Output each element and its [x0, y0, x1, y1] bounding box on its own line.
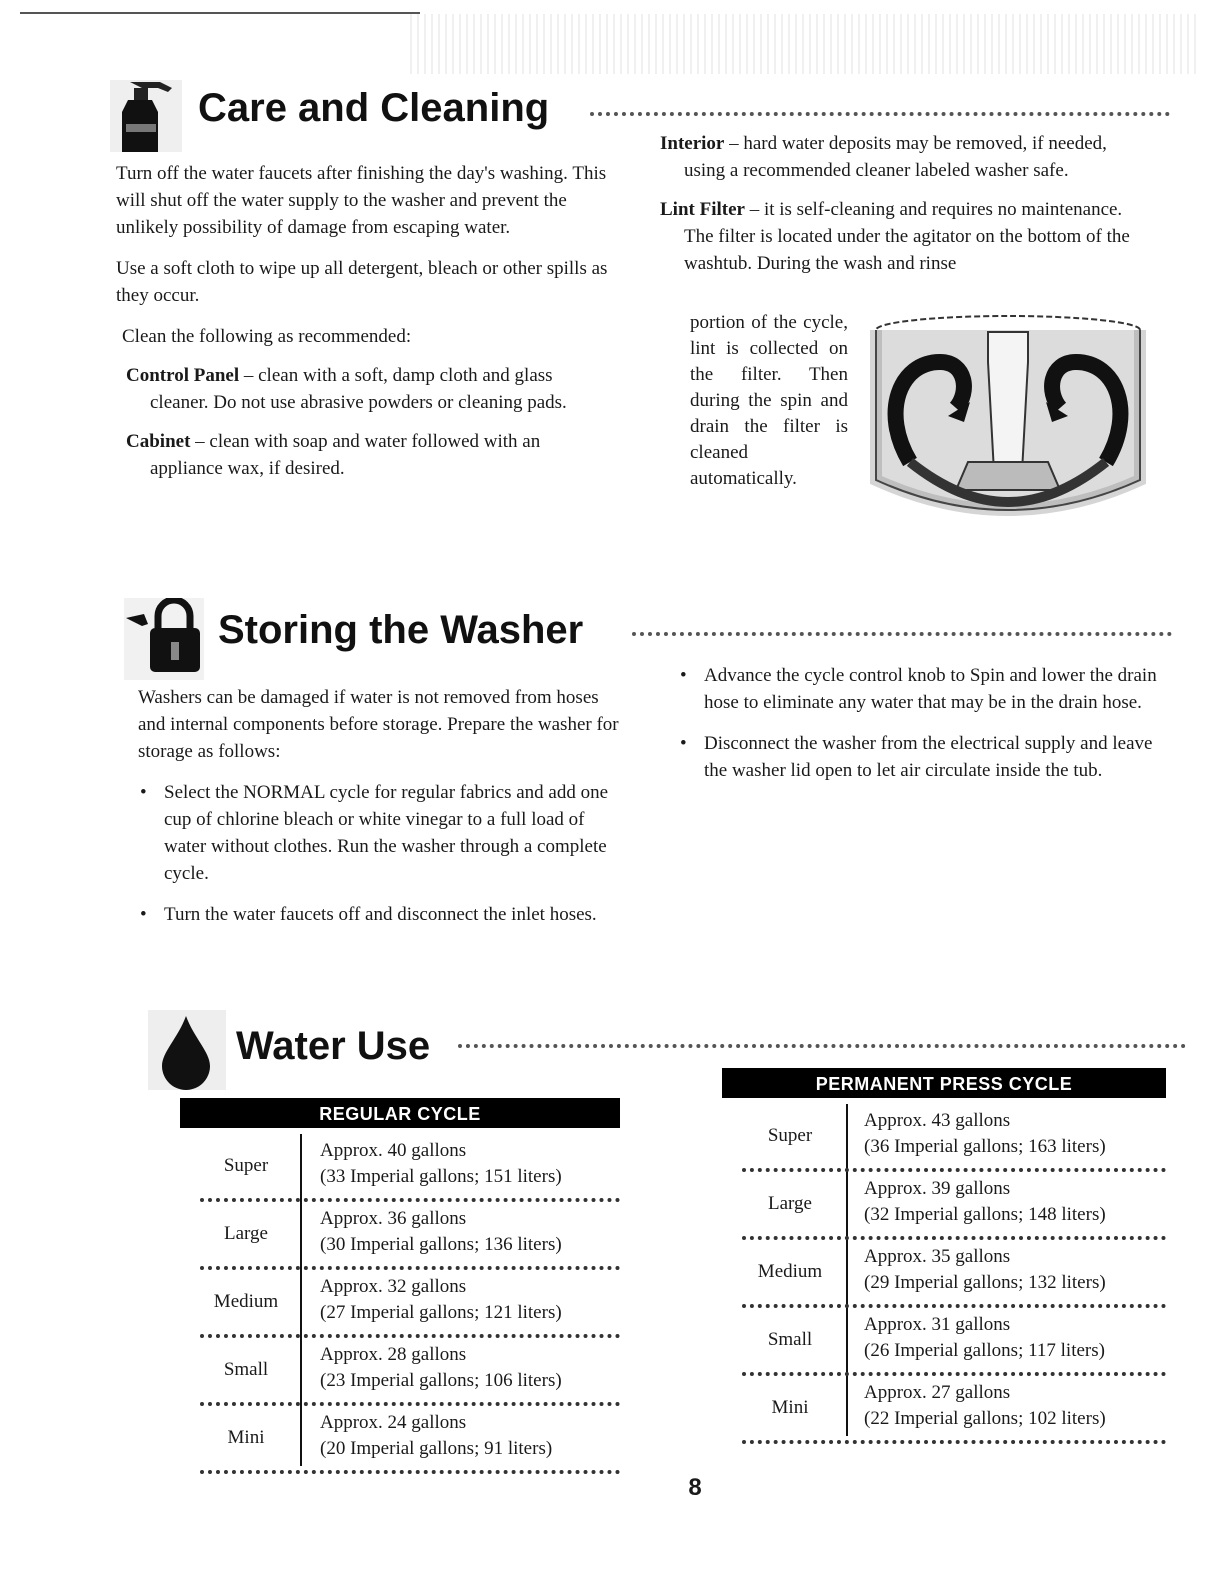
row-gallons: Approx. 43 gallons	[864, 1110, 1011, 1131]
care-item-term: Cabinet	[126, 431, 191, 452]
storing-title: Storing the Washer	[218, 608, 584, 652]
table-row	[200, 1134, 620, 1202]
care-para-3: Clean the following as recommended:	[122, 326, 412, 347]
care-item-term: Lint Filter	[660, 199, 745, 220]
row-gallons: Approx. 32 gallons	[320, 1276, 467, 1297]
care-item-text: – clean with soap and water followed with an appliance wax, if desired.	[150, 431, 541, 479]
row-gallons: Approx. 36 gallons	[320, 1208, 467, 1229]
regular-cycle-table	[180, 1098, 620, 1474]
row-size: Large	[224, 1223, 268, 1244]
storing-bullet-3: • Advance the cycle control knob to Spin and lower the drain hose to eliminate any water that may be in the drain hose.	[678, 662, 1172, 716]
washtub-agitator-diagram	[870, 312, 1146, 524]
table-row	[200, 1270, 620, 1338]
row-metric: (27 Imperial gallons; 121 liters)	[320, 1302, 562, 1323]
row-size: Medium	[213, 1291, 279, 1312]
table-row	[742, 1172, 1166, 1240]
row-values	[320, 1274, 562, 1326]
row-gallons: Approx. 28 gallons	[320, 1344, 467, 1365]
storing-right-column	[678, 662, 1172, 784]
care-item-term: Interior	[660, 133, 725, 154]
row-values	[864, 1380, 1106, 1432]
care-item-text: – it is self-cleaning and requires no maintenance. The filter is located under the agitator on the bottom of the washtub. During the wash and rinse	[684, 199, 1130, 274]
permanent-press-body	[742, 1104, 1166, 1444]
table-row	[742, 1308, 1166, 1376]
row-metric: (23 Imperial gallons; 106 liters)	[320, 1370, 562, 1391]
row-gallons: Approx. 27 gallons	[864, 1382, 1011, 1403]
row-size: Mini	[771, 1397, 809, 1418]
regular-cycle-header: REGULAR CYCLE	[180, 1098, 620, 1128]
spray-bottle-icon	[108, 74, 184, 156]
table-row	[200, 1338, 620, 1406]
row-values	[864, 1244, 1106, 1296]
row-size: Small	[767, 1329, 813, 1350]
row-metric: (20 Imperial gallons; 91 liters)	[320, 1438, 553, 1459]
regular-cycle-body	[200, 1134, 620, 1474]
row-size: Large	[768, 1193, 812, 1214]
storing-bullet-1: • Select the NORMAL cycle for regular fabrics and add one cup of chlorine bleach or white vinegar to a full load of water without clothes. Run the washer through a complete cycle.	[138, 779, 630, 887]
permanent-press-header: PERMANENT PRESS CYCLE	[722, 1068, 1166, 1098]
row-metric: (36 Imperial gallons; 163 liters)	[864, 1136, 1106, 1157]
table-row	[742, 1376, 1166, 1444]
care-item-cabinet	[116, 428, 608, 482]
table-row	[742, 1240, 1166, 1308]
row-metric: (33 Imperial gallons; 151 liters)	[320, 1166, 562, 1187]
scan-top-rule	[20, 12, 420, 14]
row-metric: (22 Imperial gallons; 102 liters)	[864, 1408, 1106, 1429]
care-title: Care and Cleaning	[198, 86, 550, 130]
storing-left-column	[138, 684, 630, 928]
row-values	[864, 1312, 1105, 1364]
care-item-text: – clean with a soft, damp cloth and glass cleaner. Do not use abrasive powders or cleaning pads.	[150, 365, 567, 413]
row-size: Small	[223, 1359, 269, 1380]
row-metric: (29 Imperial gallons; 132 liters)	[864, 1272, 1106, 1293]
row-values	[320, 1342, 562, 1394]
water-drop-icon	[148, 1010, 226, 1090]
storing-bullet-2: • Turn the water faucets off and disconnect the inlet hoses.	[138, 901, 630, 928]
care-para-1: Turn off the water faucets after finishing the day's washing. This will shut off the water supply to the washer and prevent the unlikely possibility of damage from escaping water.	[116, 163, 607, 238]
row-metric: (32 Imperial gallons; 148 liters)	[864, 1204, 1106, 1225]
care-para-2: Use a soft cloth to wipe up all detergent, bleach or other spills as they occur.	[116, 258, 608, 306]
storing-bullet-4: • Disconnect the washer from the electrical supply and leave the washer lid open to let air circulate inside the tub.	[678, 730, 1172, 784]
row-size: Super	[767, 1125, 813, 1146]
row-metric: (26 Imperial gallons; 117 liters)	[864, 1340, 1105, 1361]
table-row	[200, 1406, 620, 1474]
permanent-press-table	[722, 1068, 1166, 1444]
row-gallons: Approx. 39 gallons	[864, 1178, 1011, 1199]
table-row	[742, 1104, 1166, 1172]
care-title-rule	[590, 112, 1170, 116]
storing-intro: Washers can be damaged if water is not removed from hoses and internal components before storage. Prepare the washer for storage as follows:	[138, 687, 619, 762]
page-number: 8	[688, 1474, 702, 1501]
storing-title-rule	[632, 632, 1172, 636]
row-size: Mini	[227, 1427, 265, 1448]
padlock-icon	[124, 598, 204, 680]
row-gallons: Approx. 24 gallons	[320, 1412, 467, 1433]
row-gallons: Approx. 35 gallons	[864, 1246, 1011, 1267]
care-left-column	[116, 160, 608, 482]
care-right-column	[660, 130, 1150, 277]
row-values	[320, 1206, 562, 1258]
row-size: Super	[223, 1155, 269, 1176]
care-item-interior	[660, 130, 1150, 184]
row-gallons: Approx. 40 gallons	[320, 1140, 467, 1161]
care-item-lint-filter	[660, 196, 1150, 277]
care-item-text: – hard water deposits may be removed, if needed, using a recommended cleaner labeled washer safe.	[684, 133, 1107, 181]
table-row	[200, 1202, 620, 1270]
row-values	[320, 1138, 562, 1190]
row-size: Medium	[757, 1261, 823, 1282]
care-item-control-panel	[116, 362, 608, 416]
row-gallons: Approx. 31 gallons	[864, 1314, 1011, 1335]
row-values	[320, 1410, 552, 1462]
care-item-term: Control Panel	[126, 365, 240, 386]
lint-filter-continued: portion of the cycle, lint is collected on the filter. Then during the spin and drain the filter is cleaned automatically.	[690, 312, 848, 489]
water-title-rule	[458, 1044, 1186, 1048]
water-title: Water Use	[236, 1024, 431, 1068]
row-values	[864, 1176, 1106, 1228]
scan-noise	[410, 14, 1200, 74]
row-metric: (30 Imperial gallons; 136 liters)	[320, 1234, 562, 1255]
row-values	[864, 1108, 1106, 1160]
